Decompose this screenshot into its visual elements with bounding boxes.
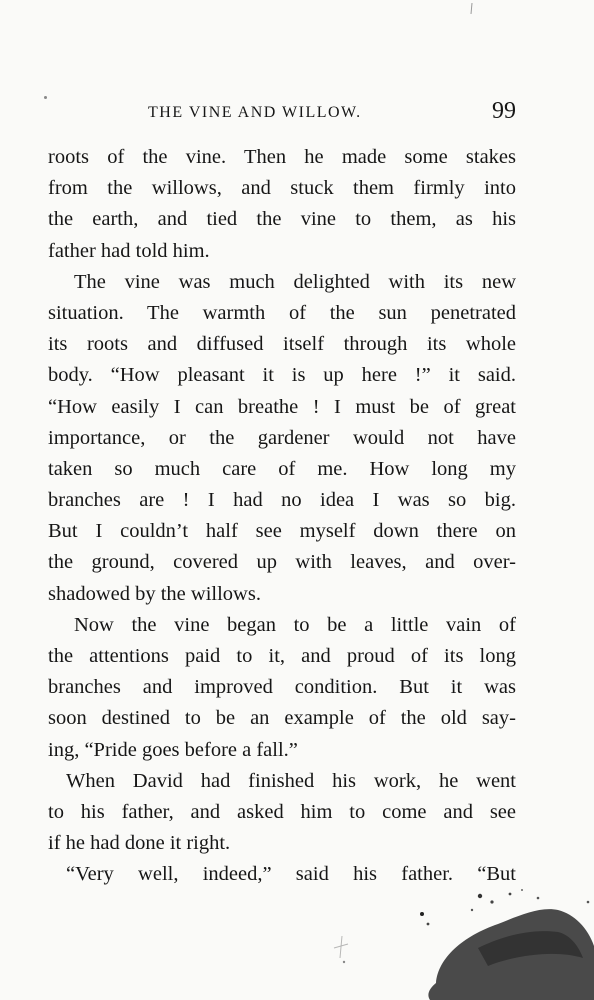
text-line: “How easily I can breathe ! I must be of great <box>48 395 516 418</box>
ink-speck <box>44 96 47 99</box>
text-line: from the willows, and stuck them firmly into <box>48 177 516 200</box>
running-title: THE VINE AND WILLOW. <box>148 104 362 121</box>
text-line: soon destined to be an example of the old say- <box>48 707 516 730</box>
text-line: branches are ! I had no idea I was so big. <box>48 489 516 512</box>
text-line: roots of the vine. Then he made some stakes <box>48 146 516 168</box>
faint-scribble <box>322 930 362 970</box>
paragraph-start-line: When David had finished his work, he went <box>66 769 516 792</box>
text-line: the attentions paid to it, and proud of its long <box>48 645 516 667</box>
running-head <box>48 100 516 128</box>
text-line: ing, “Pride goes before a fall.” <box>48 738 298 761</box>
page-number: 99 <box>492 98 516 124</box>
scratch-mark <box>468 2 476 16</box>
paragraph-start-line: The vine was much delighted with its new <box>74 270 516 293</box>
paragraph-start-line: Now the vine began to be a little vain of <box>74 613 516 636</box>
text-line: But I couldn’t half see myself down there on <box>48 520 516 543</box>
ink-stain <box>418 888 594 1000</box>
text-line: branches and improved condition. But it was <box>48 676 516 699</box>
text-line: taken so much care of me. How long my <box>48 457 516 480</box>
text-line: body. “How pleasant it is up here !” it said. <box>48 364 516 387</box>
text-line: to his father, and asked him to come and see <box>48 800 516 823</box>
text-line: father had told him. <box>48 239 210 262</box>
text-line: shadowed by the willows. <box>48 582 261 605</box>
text-line: its roots and diffused itself through its whole <box>48 333 516 356</box>
text-line: the earth, and tied the vine to them, as his <box>48 208 516 231</box>
text-line: if he had done it right. <box>48 832 231 855</box>
text-line: the ground, covered up with leaves, and over- <box>48 551 516 574</box>
paragraph-start-line: “Very well, indeed,” said his father. “But <box>66 863 516 886</box>
text-line: importance, or the gardener would not have <box>48 426 516 449</box>
text-line: situation. The warmth of the sun penetrated <box>48 301 516 324</box>
body-text <box>48 142 516 891</box>
